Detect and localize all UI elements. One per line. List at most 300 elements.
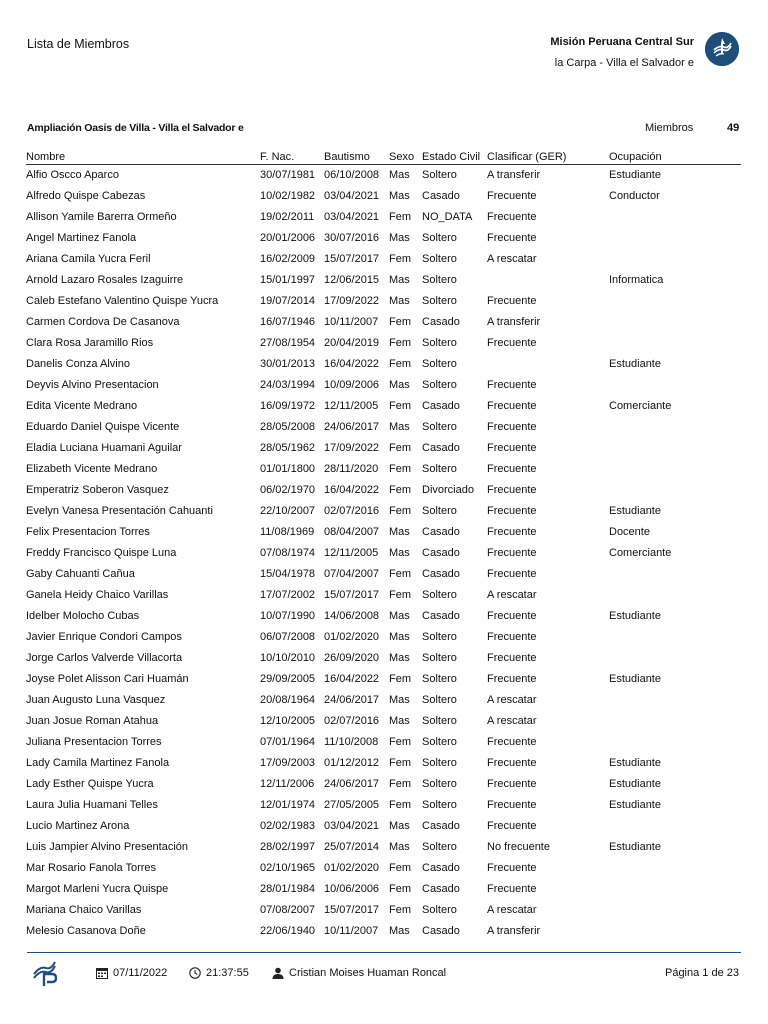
table-row [26, 753, 741, 774]
cell-birth-date: 22/06/1940 [260, 925, 316, 937]
cell-baptism: 15/07/2017 [324, 589, 380, 601]
table-row [26, 459, 741, 480]
cell-name: Deyvis Alvino Presentacion [26, 379, 159, 391]
cell-marital-status: Casado [422, 190, 460, 202]
cell-baptism: 27/05/2005 [324, 799, 380, 811]
cell-birth-date: 17/09/2003 [260, 757, 316, 769]
table-row [26, 564, 741, 585]
cell-sex: Fem [389, 904, 411, 916]
cell-birth-date: 12/11/2006 [260, 778, 315, 790]
cell-baptism: 03/04/2021 [324, 820, 380, 832]
cell-birth-date: 28/01/1984 [260, 883, 316, 895]
table-row [26, 795, 741, 816]
cell-marital-status: Divorciado [422, 484, 474, 496]
cell-classification: Frecuente [487, 211, 537, 223]
cell-classification: Frecuente [487, 799, 537, 811]
cell-name: Juan Josue Roman Atahua [26, 715, 159, 727]
cell-name: Carmen Cordova De Casanova [26, 316, 180, 328]
adventist-footer-logo-icon [30, 956, 60, 986]
cell-marital-status: Soltero [422, 736, 457, 748]
cell-marital-status: Soltero [422, 379, 457, 391]
cell-birth-date: 15/01/1997 [260, 274, 316, 286]
cell-baptism: 15/07/2017 [324, 253, 380, 265]
cell-birth-date: 28/05/2008 [260, 421, 316, 433]
cell-classification: Frecuente [487, 736, 537, 748]
cell-marital-status: Casado [422, 568, 460, 580]
cell-marital-status: Soltero [422, 778, 457, 790]
cell-name: Ariana Camila Yucra Feril [26, 253, 151, 265]
cell-classification: Frecuente [487, 883, 537, 895]
cell-classification: Frecuente [487, 190, 537, 202]
table-body [26, 165, 741, 942]
cell-occupation: Informatica [609, 274, 664, 286]
cell-name: Lady Camila Martinez Fanola [26, 757, 170, 769]
cell-classification: Frecuente [487, 379, 537, 391]
cell-birth-date: 07/08/1974 [260, 547, 316, 559]
cell-birth-date: 19/07/2014 [260, 295, 316, 307]
cell-name: Evelyn Vanesa Presentación Cahuanti [26, 505, 213, 517]
cell-baptism: 01/02/2020 [324, 862, 380, 874]
table-row [26, 291, 741, 312]
cell-classification: Frecuente [487, 463, 537, 475]
cell-name: Eduardo Daniel Quispe Vicente [26, 421, 180, 433]
header-name: Nombre [26, 151, 66, 163]
cell-birth-date: 02/02/1983 [260, 820, 316, 832]
cell-sex: Fem [389, 484, 411, 496]
cell-marital-status: Soltero [422, 295, 457, 307]
cell-baptism: 08/04/2007 [324, 526, 380, 538]
cell-name: Lucio Martinez Arona [26, 820, 130, 832]
table-row [26, 480, 741, 501]
cell-name: Alfio Oscco Aparco [26, 169, 119, 181]
cell-classification: Frecuente [487, 442, 537, 454]
cell-birth-date: 12/01/1974 [260, 799, 316, 811]
cell-marital-status: Casado [422, 883, 460, 895]
cell-baptism: 30/07/2016 [324, 232, 380, 244]
cell-name: Melesio Casanova Doñe [26, 925, 146, 937]
cell-sex: Mas [389, 652, 410, 664]
cell-marital-status: Soltero [422, 715, 457, 727]
cell-baptism: 24/06/2017 [324, 421, 380, 433]
cell-baptism: 17/09/2022 [324, 442, 380, 454]
cell-classification: Frecuente [487, 232, 537, 244]
cell-birth-date: 27/08/1954 [260, 337, 316, 349]
cell-birth-date: 11/08/1969 [260, 526, 315, 538]
cell-classification: Frecuente [487, 631, 537, 643]
cell-name: Allison Yamile Barerra Ormeño [26, 211, 177, 223]
cell-sex: Mas [389, 295, 410, 307]
table-row [26, 627, 741, 648]
cell-birth-date: 10/02/1982 [260, 190, 316, 202]
cell-baptism: 10/11/2007 [324, 925, 379, 937]
cell-name: Idelber Molocho Cubas [26, 610, 140, 622]
cell-baptism: 15/07/2017 [324, 904, 380, 916]
cell-sex: Mas [389, 379, 410, 391]
table-row [26, 312, 741, 333]
cell-marital-status: Casado [422, 820, 460, 832]
cell-occupation: Estudiante [609, 610, 661, 622]
cell-marital-status: Soltero [422, 169, 457, 181]
table-row [26, 249, 741, 270]
organization-subtitle: la Carpa - Villa el Salvador e [554, 57, 694, 69]
cell-marital-status: Casado [422, 526, 460, 538]
table-row [26, 837, 741, 858]
cell-sex: Mas [389, 925, 410, 937]
cell-occupation: Docente [609, 526, 650, 538]
cell-marital-status: Soltero [422, 274, 457, 286]
cell-baptism: 24/06/2017 [324, 778, 380, 790]
cell-sex: Fem [389, 463, 411, 475]
cell-sex: Mas [389, 820, 410, 832]
cell-name: Jorge Carlos Valverde Villacorta [26, 652, 183, 664]
cell-occupation: Estudiante [609, 358, 661, 370]
cell-sex: Fem [389, 778, 411, 790]
cell-marital-status: Soltero [422, 799, 457, 811]
cell-sex: Fem [389, 505, 411, 517]
cell-marital-status: Soltero [422, 694, 457, 706]
cell-sex: Mas [389, 715, 410, 727]
cell-marital-status: Casado [422, 925, 460, 937]
cell-name: Mariana Chaico Varillas [26, 904, 142, 916]
cell-name: Danelis Conza Alvino [26, 358, 130, 370]
cell-sex: Mas [389, 694, 410, 706]
cell-name: Juliana Presentacion Torres [26, 736, 162, 748]
cell-name: Joyse Polet Alisson Cari Huamán [26, 673, 189, 685]
cell-name: Luis Jampier Alvino Presentación [26, 841, 189, 853]
cell-baptism: 28/11/2020 [324, 463, 379, 475]
cell-sex: Mas [389, 631, 410, 643]
cell-name: Alfredo Quispe Cabezas [26, 190, 146, 202]
table-row [26, 921, 741, 942]
cell-birth-date: 17/07/2002 [260, 589, 316, 601]
cell-sex: Mas [389, 421, 410, 433]
cell-birth-date: 20/08/1964 [260, 694, 316, 706]
cell-name: Laura Julia Huamani Telles [26, 799, 158, 811]
cell-classification: Frecuente [487, 652, 537, 664]
footer-user-text: Cristian Moises Huaman Roncal [289, 967, 447, 979]
cell-name: Eladia Luciana Huamani Aguilar [26, 442, 182, 454]
cell-baptism: 16/04/2022 [324, 484, 380, 496]
cell-baptism: 12/06/2015 [324, 274, 380, 286]
cell-birth-date: 06/02/1970 [260, 484, 316, 496]
cell-classification: A rescatar [487, 694, 537, 706]
cell-sex: Fem [389, 211, 411, 223]
cell-classification: A rescatar [487, 589, 537, 601]
cell-sex: Mas [389, 547, 410, 559]
cell-classification: A transferir [487, 169, 541, 181]
cell-marital-status: Soltero [422, 232, 457, 244]
header-occupation: Ocupación [609, 151, 662, 163]
cell-birth-date: 02/10/1965 [260, 862, 316, 874]
cell-birth-date: 16/02/2009 [260, 253, 316, 265]
table-row [26, 228, 741, 249]
members-label: Miembros [645, 122, 694, 134]
cell-marital-status: Casado [422, 400, 460, 412]
cell-birth-date: 20/01/2006 [260, 232, 316, 244]
table-row [26, 417, 741, 438]
cell-sex: Mas [389, 190, 410, 202]
table-row [26, 816, 741, 837]
cell-marital-status: Casado [422, 547, 460, 559]
cell-birth-date: 07/01/1964 [260, 736, 316, 748]
cell-baptism: 03/04/2021 [324, 190, 380, 202]
cell-sex: Mas [389, 610, 410, 622]
cell-occupation: Estudiante [609, 841, 661, 853]
cell-baptism: 12/11/2005 [324, 400, 379, 412]
cell-classification: A rescatar [487, 904, 537, 916]
cell-name: Juan Augusto Luna Vasquez [26, 694, 166, 706]
cell-sex: Fem [389, 568, 411, 580]
cell-birth-date: 06/07/2008 [260, 631, 316, 643]
cell-birth-date: 12/10/2005 [260, 715, 316, 727]
header-baptism: Bautismo [324, 151, 370, 163]
cell-birth-date: 16/09/1972 [260, 400, 316, 412]
cell-sex: Fem [389, 358, 411, 370]
cell-occupation: Estudiante [609, 799, 661, 811]
cell-birth-date: 28/05/1962 [260, 442, 316, 454]
cell-occupation: Estudiante [609, 757, 661, 769]
cell-occupation: Comerciante [609, 400, 672, 412]
cell-occupation: Estudiante [609, 778, 661, 790]
clock-icon [189, 967, 201, 979]
cell-marital-status: Soltero [422, 841, 457, 853]
table-row [26, 585, 741, 606]
cell-name: Edita Vicente Medrano [26, 400, 138, 412]
cell-occupation: Estudiante [609, 169, 661, 181]
cell-sex: Mas [389, 169, 410, 181]
members-table [26, 150, 741, 942]
cell-baptism: 10/09/2006 [324, 379, 380, 391]
cell-baptism: 12/11/2005 [324, 547, 379, 559]
cell-marital-status: Soltero [422, 337, 457, 349]
user-icon [272, 967, 284, 979]
cell-birth-date: 30/01/2013 [260, 358, 316, 370]
cell-classification: A transferir [487, 925, 541, 937]
cell-classification: Frecuente [487, 820, 537, 832]
cell-classification: Frecuente [487, 673, 537, 685]
header-classification: Clasificar (GER) [487, 151, 567, 163]
cell-sex: Fem [389, 400, 411, 412]
table-row [26, 711, 741, 732]
cell-sex: Fem [389, 253, 411, 265]
table-header [26, 150, 741, 165]
cell-classification: Frecuente [487, 484, 537, 496]
cell-name: Elizabeth Vicente Medrano [26, 463, 158, 475]
members-count: 49 [727, 122, 740, 134]
cell-birth-date: 16/07/1946 [260, 316, 316, 328]
cell-sex: Fem [389, 736, 411, 748]
cell-classification: Frecuente [487, 547, 537, 559]
table-row [26, 690, 741, 711]
cell-birth-date: 22/10/2007 [260, 505, 316, 517]
table-row [26, 606, 741, 627]
cell-sex: Fem [389, 757, 411, 769]
cell-classification: No frecuente [487, 841, 550, 853]
cell-marital-status: Casado [422, 316, 460, 328]
cell-classification: Frecuente [487, 610, 537, 622]
footer-time-text: 21:37:55 [206, 967, 249, 979]
table-row [26, 879, 741, 900]
cell-birth-date: 19/02/2011 [260, 211, 315, 223]
table-row [26, 543, 741, 564]
church-name: Ampliación Oasis de Villa - Villa el Salvador e [27, 122, 244, 134]
table-row [26, 207, 741, 228]
table-row [26, 648, 741, 669]
cell-marital-status: Soltero [422, 652, 457, 664]
cell-baptism: 16/04/2022 [324, 673, 380, 685]
cell-baptism: 14/06/2008 [324, 610, 380, 622]
table-row [26, 858, 741, 879]
header-marital-status: Estado Civil [422, 151, 481, 163]
cell-name: Freddy Francisco Quispe Luna [26, 547, 177, 559]
cell-classification: Frecuente [487, 400, 537, 412]
cell-classification: Frecuente [487, 526, 537, 538]
cell-name: Lady Esther Quispe Yucra [26, 778, 154, 790]
cell-sex: Mas [389, 232, 410, 244]
cell-marital-status: Soltero [422, 358, 457, 370]
cell-occupation: Estudiante [609, 505, 661, 517]
cell-marital-status: Soltero [422, 673, 457, 685]
cell-sex: Fem [389, 673, 411, 685]
cell-name: Angel Martinez Fanola [26, 232, 137, 244]
cell-sex: Mas [389, 841, 410, 853]
cell-classification: Frecuente [487, 421, 537, 433]
table-row [26, 354, 741, 375]
cell-baptism: 02/07/2016 [324, 505, 380, 517]
cell-name: Clara Rosa Jaramillo Rios [26, 337, 154, 349]
cell-sex: Fem [389, 442, 411, 454]
footer-date-text: 07/11/2022 [113, 967, 168, 979]
table-row [26, 438, 741, 459]
table-row [26, 165, 741, 186]
cell-baptism: 02/07/2016 [324, 715, 380, 727]
cell-name: Javier Enrique Condori Campos [26, 631, 182, 643]
page-title: Lista de Miembros [27, 37, 130, 51]
table-row [26, 396, 741, 417]
cell-classification: Frecuente [487, 862, 537, 874]
cell-name: Gaby Cahuanti Cañua [26, 568, 135, 580]
cell-birth-date: 30/07/1981 [260, 169, 316, 181]
cell-birth-date: 01/01/1800 [260, 463, 316, 475]
table-row [26, 669, 741, 690]
calendar-icon [96, 967, 108, 979]
cell-name: Felix Presentacion Torres [26, 526, 150, 538]
cell-baptism: 11/10/2008 [324, 736, 379, 748]
cell-baptism: 17/09/2022 [324, 295, 380, 307]
organization-name: Misión Peruana Central Sur [550, 36, 694, 48]
table-row [26, 732, 741, 753]
cell-marital-status: Soltero [422, 253, 457, 265]
cell-classification: Frecuente [487, 505, 537, 517]
cell-name: Arnold Lazaro Rosales Izaguirre [26, 274, 184, 286]
cell-occupation: Comerciante [609, 547, 672, 559]
table-row [26, 774, 741, 795]
cell-sex: Fem [389, 589, 411, 601]
cell-baptism: 07/04/2007 [324, 568, 380, 580]
cell-baptism: 26/09/2020 [324, 652, 380, 664]
cell-sex: Fem [389, 799, 411, 811]
cell-marital-status: Soltero [422, 505, 457, 517]
cell-baptism: 01/12/2012 [324, 757, 380, 769]
cell-name: Mar Rosario Fanola Torres [26, 862, 157, 874]
table-row [26, 375, 741, 396]
table-row [26, 522, 741, 543]
cell-classification: Frecuente [487, 295, 537, 307]
cell-marital-status: Soltero [422, 589, 457, 601]
cell-baptism: 03/04/2021 [324, 211, 380, 223]
cell-classification: Frecuente [487, 757, 537, 769]
cell-occupation: Estudiante [609, 673, 661, 685]
cell-birth-date: 10/10/2010 [260, 652, 316, 664]
footer-user [272, 967, 446, 979]
cell-birth-date: 29/09/2005 [260, 673, 316, 685]
cell-baptism: 06/10/2008 [324, 169, 380, 181]
cell-baptism: 24/06/2017 [324, 694, 380, 706]
footer-date [96, 967, 167, 979]
cell-name: Caleb Estefano Valentino Quispe Yucra [26, 295, 219, 307]
cell-birth-date: 24/03/1994 [260, 379, 316, 391]
cell-birth-date: 15/04/1978 [260, 568, 316, 580]
cell-baptism: 20/04/2019 [324, 337, 380, 349]
cell-marital-status: Soltero [422, 631, 457, 643]
cell-sex: Mas [389, 274, 410, 286]
header-birth-date: F. Nac. [260, 151, 295, 163]
cell-marital-status: NO_DATA [422, 211, 473, 223]
cell-classification: A rescatar [487, 253, 537, 265]
cell-marital-status: Casado [422, 442, 460, 454]
cell-marital-status: Soltero [422, 757, 457, 769]
cell-birth-date: 28/02/1997 [260, 841, 316, 853]
cell-classification: Frecuente [487, 337, 537, 349]
cell-classification: A transferir [487, 316, 541, 328]
cell-marital-status: Casado [422, 610, 460, 622]
table-row [26, 270, 741, 291]
cell-classification: Frecuente [487, 778, 537, 790]
table-row [26, 333, 741, 354]
cell-classification: A rescatar [487, 715, 537, 727]
cell-marital-status: Soltero [422, 463, 457, 475]
page-number: Página 1 de 23 [664, 967, 739, 979]
cell-marital-status: Casado [422, 862, 460, 874]
cell-occupation: Conductor [609, 190, 660, 202]
table-row [26, 186, 741, 207]
cell-baptism: 01/02/2020 [324, 631, 380, 643]
table-row [26, 501, 741, 522]
cell-birth-date: 07/08/2007 [260, 904, 316, 916]
table-row [26, 900, 741, 921]
cell-baptism: 25/07/2014 [324, 841, 380, 853]
cell-sex: Fem [389, 862, 411, 874]
cell-name: Emperatriz Soberon Vasquez [26, 484, 169, 496]
cell-baptism: 16/04/2022 [324, 358, 380, 370]
header-sex: Sexo [389, 151, 415, 163]
organization-info [550, 36, 694, 69]
cell-name: Margot Marleni Yucra Quispe [26, 883, 169, 895]
cell-sex: Mas [389, 526, 410, 538]
cell-sex: Fem [389, 883, 411, 895]
cell-baptism: 10/11/2007 [324, 316, 379, 328]
footer-divider [27, 952, 741, 953]
cell-birth-date: 10/07/1990 [260, 610, 316, 622]
cell-name: Ganela Heidy Chaico Varillas [26, 589, 169, 601]
cell-classification: Frecuente [487, 568, 537, 580]
footer-time [189, 967, 249, 979]
cell-sex: Fem [389, 337, 411, 349]
cell-baptism: 10/06/2006 [324, 883, 380, 895]
cell-sex: Fem [389, 316, 411, 328]
cell-marital-status: Soltero [422, 421, 457, 433]
cell-marital-status: Soltero [422, 904, 457, 916]
